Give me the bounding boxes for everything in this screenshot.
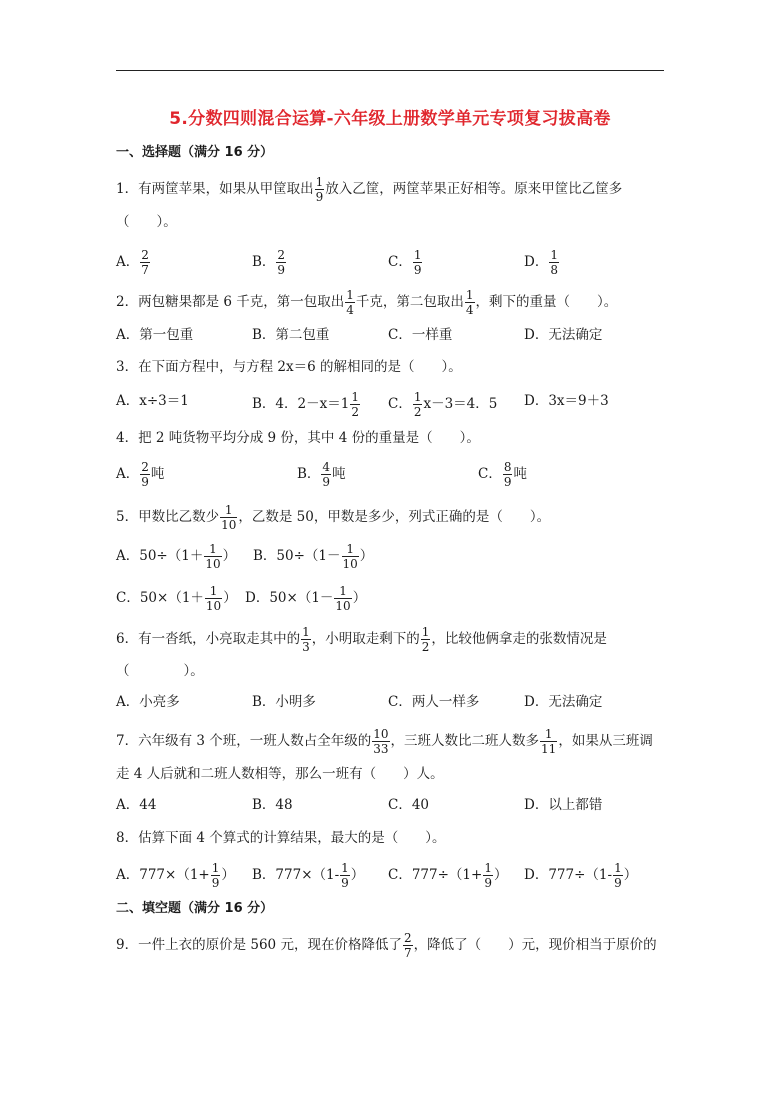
question-4: 4．把 2 吨货物平均分成 9 份，其中 4 份的重量是（ ）。 — [116, 430, 480, 446]
section-heading-choice: 一、选择题（满分 16 分） — [116, 145, 274, 160]
option-a: A．x÷3＝1 — [116, 393, 189, 409]
option-b: B．第二包重 — [252, 327, 330, 343]
question-7: 7．六年级有 3 个班，一班人数占全年级的 $\frac{10}{33}$ ，三班人数比二班人数多 $\frac{1}{11}$ ，如果从三班调 — [116, 727, 653, 756]
question-5: 5．甲数比乙数少 $\frac{1}{10}$ ，乙数是 50，甲数是多少，列式正确的是（ ）。 — [116, 503, 551, 532]
option-a: A．44 — [116, 797, 157, 813]
option-c: C．40 — [388, 797, 430, 813]
option-b: B． $\frac{4}{9}$ 吨 — [297, 460, 346, 489]
option-b: B．777×（1- $\frac{1}{9}$ ） — [252, 861, 365, 890]
option-d: D．50×（1－ $\frac{1}{10}$ ） — [245, 584, 367, 613]
option-a: A．小亮多 — [116, 694, 180, 710]
option-c: C． $\frac{1}{9}$ — [388, 248, 422, 277]
question-1 — [116, 176, 622, 203]
option-a: A． $\frac{2}{7}$ — [116, 248, 149, 277]
question-6: 6．有一沓纸，小亮取走其中的 $\frac{1}{3}$ ，小明取走剩下的 $\frac{1}{2}$ ，比较他俩拿走的张数情况是 — [116, 625, 607, 654]
option-c: C．777÷（1+ $\frac{1}{9}$ ） — [388, 861, 508, 890]
question-8: 8．估算下面 4 个算式的计算结果，最大的是（ ）。 — [116, 830, 446, 846]
option-b: B．50÷（1－ $\frac{1}{10}$ ） — [253, 542, 374, 571]
option-d: D．3x＝9＋3 — [524, 393, 609, 409]
option-c: C． $\frac{1}{2}$ x－3＝4．5 — [388, 390, 498, 419]
question-2: 2．两包糖果都是 6 千克，第一包取出 $\frac{1}{4}$ 千克，第二包取出 $\frac{1}{4}$ ，剩下的重量（ ）。 — [116, 288, 618, 317]
option-d: D．777÷（1- $\frac{1}{9}$ ） — [524, 861, 638, 890]
option-d: D．无法确定 — [524, 327, 603, 343]
option-a: A．第一包重 — [116, 327, 194, 343]
question-3: 3．在下面方程中，与方程 2x＝6 的解相同的是（ ）。 — [116, 359, 462, 375]
page-title: 5.分数四则混合运算-六年级上册数学单元专项复习拔高卷 — [169, 109, 611, 129]
section-heading-fill: 二、填空题（满分 16 分） — [116, 901, 274, 916]
option-c: C．一样重 — [388, 327, 453, 343]
header-rule — [116, 70, 664, 71]
option-a: A．50÷（1＋ $\frac{1}{10}$ ） — [116, 542, 237, 571]
option-c: C． $\frac{8}{9}$ 吨 — [478, 460, 527, 489]
option-b: B．4．2－x＝1 $\frac{1}{2}$ — [252, 390, 359, 419]
option-d: D． $\frac{1}{8}$ — [524, 248, 558, 277]
option-b: B． $\frac{2}{9}$ — [252, 248, 286, 277]
question-9: 9．一件上衣的原价是 560 元，现在价格降低了 $\frac{2}{7}$ ，降低了（ ）元，现价相当于原价的 — [116, 931, 657, 960]
question-text: 放入乙筐，两筐苹果正好相等。原来甲筐比乙筐多 — [325, 181, 623, 197]
option-a: A． $\frac{2}{9}$ 吨 — [116, 460, 165, 489]
option-a: A．777×（1+ $\frac{1}{9}$ ） — [116, 861, 235, 890]
option-b: B．48 — [252, 797, 293, 813]
question-1-blank: （ ）。 — [116, 214, 177, 230]
option-d: D．无法确定 — [524, 694, 603, 710]
fraction: $\frac{1}{9}$ — [315, 175, 324, 204]
option-d: D．以上都错 — [524, 797, 603, 813]
question-6-blank: （ ）。 — [116, 663, 204, 679]
option-c: C．50×（1＋ $\frac{1}{10}$ ） — [116, 584, 237, 613]
question-7-line2: 走 4 人后就和二班人数相等，那么一班有（ ）人。 — [116, 766, 444, 782]
option-b: B．小明多 — [252, 694, 316, 710]
option-c: C．两人一样多 — [388, 694, 480, 710]
question-text: 1．有两筐苹果，如果从甲筐取出 — [116, 181, 314, 197]
